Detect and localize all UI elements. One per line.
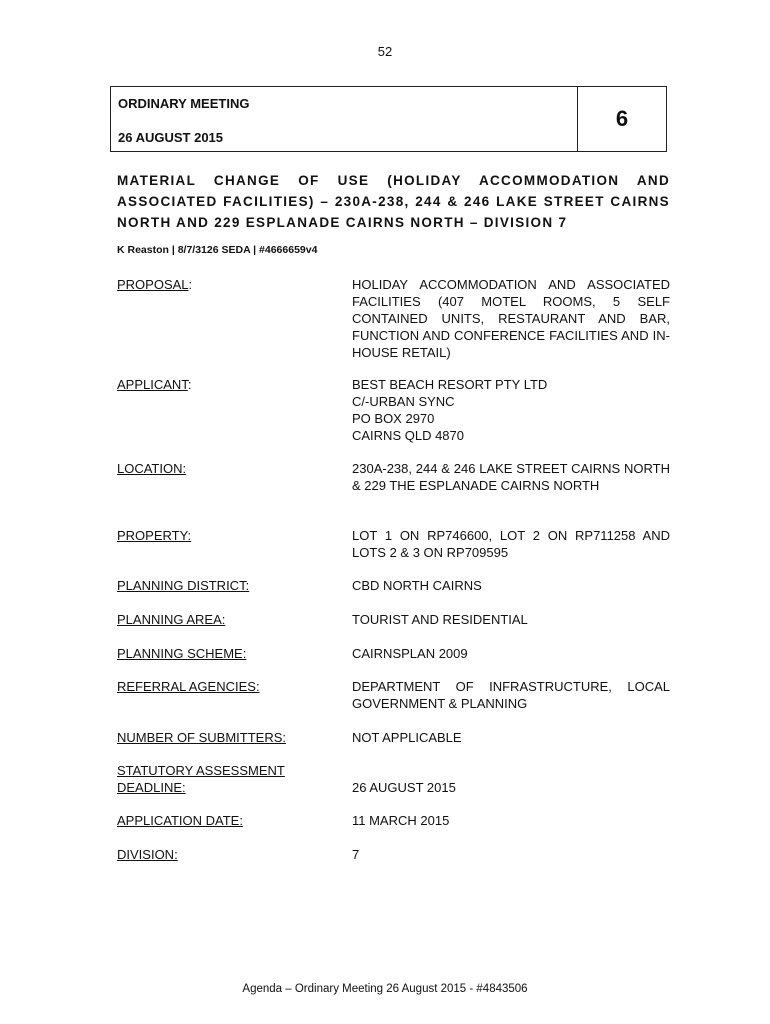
field-label-suffix: : (187, 377, 192, 392)
field-value: TOURIST AND RESIDENTIAL (352, 612, 528, 627)
meeting-date: 26 AUGUST 2015 (118, 130, 224, 145)
meeting-info-cell (111, 87, 578, 151)
field-label: PLANNING DISTRICT: (117, 578, 250, 593)
field-value: NOT APPLICABLE (352, 730, 462, 745)
field-label: PLANNING AREA: (117, 612, 226, 627)
field-label: APPLICATION DATE: (117, 813, 243, 828)
field-value: HOLIDAY ACCOMMODATION AND ASSOCIATED FACILITIES (407 MOTEL ROOMS, 5 SELF CONTAINED UNITS, RESTAURANT AND BAR, FUNCTION AND CONFERENCE FACILITIES AND IN-HOUSE RETAIL) (352, 277, 670, 360)
field-label: LOCATION: (117, 461, 187, 476)
page-number: 52 (377, 44, 393, 59)
applicant-line: PO BOX 2970 (352, 411, 435, 426)
reference-line: K Reaston | 8/7/3126 SEDA | #4666659v4 (117, 244, 318, 256)
field-label: DIVISION: (117, 847, 178, 862)
field-value: CAIRNSPLAN 2009 (352, 646, 468, 661)
field-value: LOT 1 ON RP746600, LOT 2 ON RP711258 AND LOTS 2 & 3 ON RP709595 (352, 528, 670, 560)
field-label-line: STATUTORY ASSESSMENT (117, 763, 285, 778)
field-value: DEPARTMENT OF INFRASTRUCTURE, LOCAL GOVERNMENT & PLANNING (352, 679, 670, 711)
field-label: NUMBER OF SUBMITTERS: (117, 730, 287, 745)
field-value: CBD NORTH CAIRNS (352, 578, 482, 593)
page-footer: Agenda – Ordinary Meeting 26 August 2015 - #4843506 (242, 983, 528, 995)
field-label (117, 276, 342, 293)
field-label: PLANNING SCHEME: (117, 646, 247, 661)
applicant-line: CAIRNS QLD 4870 (352, 428, 464, 443)
field-label (117, 762, 342, 796)
field-label-text: PROPOSAL (117, 277, 189, 292)
field-value: 11 MARCH 2015 (352, 813, 450, 828)
field-label (117, 376, 342, 393)
field-label-line: DEADLINE: (117, 780, 186, 795)
field-label: PROPERTY: (117, 528, 192, 543)
field-label-text: APPLICANT (117, 377, 188, 392)
field-value: 230A-238, 244 & 246 LAKE STREET CAIRNS NORTH & 229 THE ESPLANADE CAIRNS NORTH (352, 461, 670, 493)
field-label: REFERRAL AGENCIES: (117, 679, 260, 694)
field-value: 7 (352, 847, 360, 862)
report-title: MATERIAL CHANGE OF USE (HOLIDAY ACCOMMODATION AND ASSOCIATED FACILITIES) – 230A-238, 244 & 246 LAKE STREET CAIRNS NORTH AND 229 ESPLANADE CAIRNS NORTH – DIVISION 7 (117, 173, 670, 230)
field-value (352, 376, 670, 444)
applicant-line: BEST BEACH RESORT PTY LTD (352, 377, 548, 392)
field-label-suffix: : (188, 277, 193, 292)
meeting-header-box (110, 86, 667, 152)
applicant-line: C/-URBAN SYNC (352, 394, 455, 409)
agenda-item-number: 6 (615, 106, 629, 131)
meeting-type: ORDINARY MEETING (118, 96, 250, 111)
field-value: 26 AUGUST 2015 (352, 780, 456, 795)
